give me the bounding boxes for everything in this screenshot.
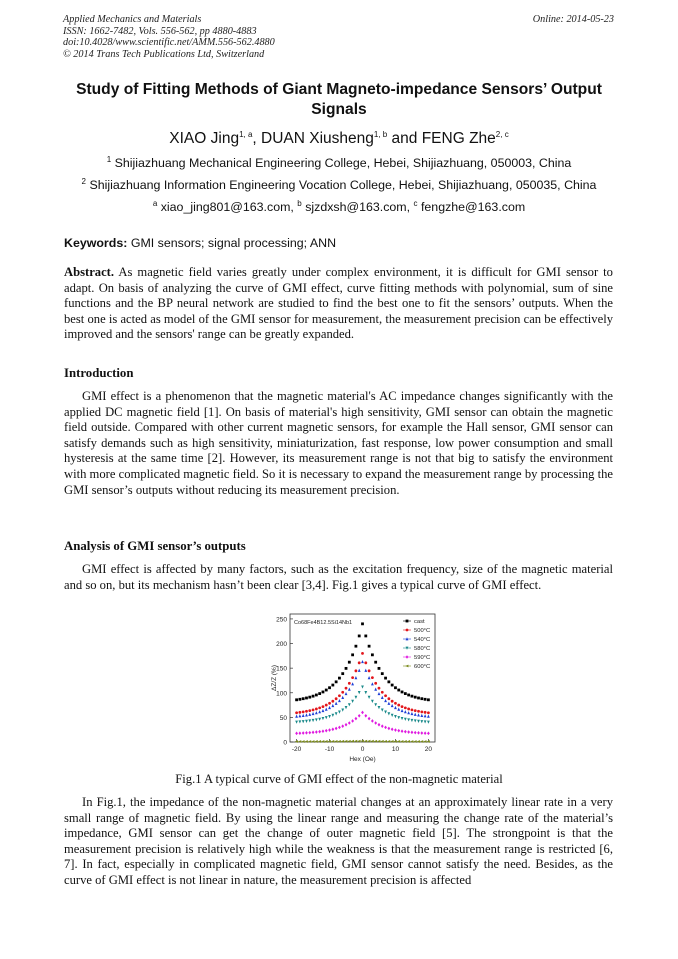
data-point — [407, 711, 410, 714]
email-mark: a — [152, 198, 158, 208]
data-point — [423, 740, 426, 743]
data-point — [404, 730, 407, 734]
data-point — [298, 711, 301, 714]
legend-label: 590°C — [414, 655, 431, 662]
keywords-text: GMI sensors; signal processing; ANN — [130, 236, 337, 250]
data-point — [414, 719, 417, 722]
data-point — [302, 731, 305, 735]
data-point — [358, 669, 361, 672]
data-point — [381, 691, 384, 694]
data-point — [427, 698, 430, 701]
email-link[interactable]: xiao_jing801@163.com — [160, 200, 291, 214]
email-link[interactable]: fengzhe@163.com — [420, 200, 526, 214]
data-point — [368, 645, 371, 648]
data-point — [381, 696, 384, 699]
data-point — [427, 721, 430, 724]
data-point — [318, 718, 321, 721]
journal-copyright: © 2014 Trans Tech Publications Ltd, Switzerland — [63, 48, 265, 60]
y-tick-label: 0 — [283, 739, 287, 747]
email-mark: c — [413, 198, 418, 208]
data-point — [387, 727, 390, 731]
data-point — [308, 719, 311, 722]
data-point — [364, 661, 367, 664]
data-point — [371, 682, 374, 685]
data-point — [358, 714, 361, 718]
data-point — [312, 695, 315, 698]
data-point — [331, 684, 334, 687]
affiliation-1 — [0, 156, 678, 170]
data-point — [335, 697, 338, 700]
data-point — [417, 720, 420, 723]
data-point — [391, 700, 394, 703]
x-tick-label: -20 — [291, 746, 302, 753]
data-point — [404, 718, 407, 721]
data-point — [315, 740, 318, 743]
data-point — [322, 691, 325, 694]
data-point — [335, 727, 338, 731]
data-point — [324, 740, 327, 743]
data-point — [335, 680, 338, 683]
data-point — [401, 729, 404, 733]
data-point — [374, 682, 377, 685]
affiliation-mark: 2 — [81, 176, 86, 186]
data-point — [368, 717, 371, 721]
data-point — [368, 696, 371, 699]
data-point — [414, 709, 417, 712]
data-point — [318, 730, 321, 734]
data-point — [341, 724, 344, 728]
analysis-text: GMI effect is affected by many factors, such as the excitation frequency, size of the magnetic material and so on, but its mechanism hasn’t been clear [3,4]. Fig.1 gives a typical curve of GMI effect. — [64, 562, 613, 592]
data-point — [355, 696, 358, 699]
data-point — [414, 713, 417, 716]
data-point — [424, 714, 427, 717]
data-point — [298, 714, 301, 717]
data-point — [368, 669, 371, 672]
figure-1 — [270, 606, 440, 766]
author-affiliation-mark: 1, a — [239, 129, 253, 139]
y-axis-label: ΔZ/Z (%) — [271, 664, 278, 692]
data-point — [411, 712, 414, 715]
data-point — [341, 708, 344, 711]
data-point — [328, 702, 331, 705]
data-point — [364, 714, 367, 718]
email-mark: b — [297, 198, 302, 208]
data-point — [325, 716, 328, 719]
data-point — [384, 711, 387, 714]
data-point — [298, 731, 301, 735]
data-point — [420, 710, 423, 713]
data-point — [355, 676, 358, 679]
data-point — [407, 694, 410, 697]
data-point — [295, 715, 298, 718]
abstract-label: Abstract. — [64, 265, 115, 279]
data-point — [348, 721, 351, 725]
figure-caption: Fig.1 A typical curve of GMI effect of the non-magnetic material — [175, 772, 503, 786]
affiliation-mark: 1 — [106, 154, 112, 164]
data-point — [338, 699, 341, 702]
data-point — [361, 622, 364, 625]
data-point — [387, 712, 390, 715]
data-point — [298, 720, 301, 723]
y-tick-label: 50 — [279, 714, 287, 722]
data-point — [328, 728, 331, 732]
data-point — [378, 667, 381, 670]
y-tick-label: 100 — [276, 690, 287, 698]
data-point — [348, 682, 351, 685]
data-point — [305, 713, 308, 716]
data-point — [364, 669, 367, 672]
data-point — [302, 710, 305, 713]
data-point — [341, 696, 344, 699]
data-point — [417, 731, 420, 735]
data-point — [411, 708, 414, 711]
data-point — [394, 702, 397, 705]
data-point — [401, 709, 404, 712]
data-point — [322, 705, 325, 708]
data-point — [302, 720, 305, 723]
data-point — [305, 697, 308, 700]
data-point — [411, 719, 414, 722]
data-point — [378, 687, 381, 690]
y-tick-label: 150 — [276, 665, 287, 673]
data-point — [384, 694, 387, 697]
data-point — [404, 706, 407, 709]
data-point — [345, 723, 348, 727]
data-point — [351, 653, 354, 656]
data-point — [364, 691, 367, 694]
data-point — [414, 731, 417, 735]
data-point — [384, 726, 387, 730]
data-point — [397, 729, 400, 733]
journal-header — [63, 14, 275, 60]
paper-title: Study of Fitting Methods of Giant Magneto-impedance Sensors’ Output Signals — [76, 81, 602, 118]
data-point — [394, 728, 397, 732]
data-point — [378, 692, 381, 695]
data-point — [391, 727, 394, 731]
legend-marker — [406, 629, 409, 632]
data-point — [312, 708, 315, 711]
data-point — [374, 721, 377, 725]
data-point — [312, 719, 315, 722]
body-text-after-figure: In Fig.1, the impedance of the non-magnetic material changes at an approximately linear rate in a very small range of magnetic field. By using the linear range and measuring the change rate of the material’s impedance, GMI sensor can get the change of outer magnetic field [5]. The strongpoint is that the measurement precision is relatively high while the weakness is that the measurement range is restricted [6, 7]. In fact, especially in complicated magnetic field, GMI sensor cannot satisfy the need. Besides, as the curve of GMI effect is not linear in nature, the measurement precision is affected — [64, 795, 613, 887]
data-point — [397, 740, 400, 743]
data-point — [424, 731, 427, 735]
keywords-label: Keywords: — [64, 236, 128, 250]
author-name: DUAN Xiusheng — [261, 130, 374, 147]
data-point — [315, 718, 318, 721]
data-point — [322, 717, 325, 720]
data-point — [325, 704, 328, 707]
data-point — [411, 695, 414, 698]
data-point — [295, 711, 298, 714]
data-point — [371, 719, 374, 723]
data-point — [331, 727, 334, 731]
introduction-text: GMI effect is a phenomenon that the magnetic material's AC impedance changes significantly with the applied DC magnetic field [1]. On basis of material's high sensitivity, GMI sensor can obtain the magnetic field outside. Compared with other current magnetic sensors, for example the Hall sensor, GMI sensor can satisfy demands such as high sensitivity, miniaturization, fast response, low power consumption and small hysteresis at the same time [2]. However, its measurement range is not that big to satisfy the environment with more complicated magnetic field. So it is necessary to expand the measurement range by processing the GMI sensor’s outputs without reducing its measurement precision. — [64, 389, 613, 497]
data-point — [427, 732, 430, 736]
data-point — [397, 689, 400, 692]
data-point — [321, 740, 324, 743]
data-point — [400, 740, 403, 743]
data-point — [413, 740, 416, 743]
data-point — [298, 698, 301, 701]
data-point — [410, 740, 413, 743]
data-point — [315, 694, 318, 697]
data-point — [420, 697, 423, 700]
data-point — [325, 729, 328, 733]
data-point — [417, 740, 420, 743]
journal-doi[interactable]: doi:10.4028/www.scientific.net/AMM.556-562.4880 — [63, 37, 275, 48]
data-point — [328, 715, 331, 718]
data-point — [417, 697, 420, 700]
data-point — [417, 713, 420, 716]
data-point — [401, 705, 404, 708]
data-point — [315, 711, 318, 714]
author-list — [0, 130, 678, 148]
data-point — [335, 712, 338, 715]
data-point — [311, 740, 314, 743]
data-point — [394, 706, 397, 709]
data-point — [387, 680, 390, 683]
data-point — [407, 708, 410, 711]
data-point — [358, 691, 361, 694]
data-point — [364, 635, 367, 638]
data-point — [427, 711, 430, 714]
data-point — [391, 684, 394, 687]
data-point — [355, 645, 358, 648]
legend-label: 600°C — [414, 664, 431, 671]
data-point — [417, 710, 420, 713]
abstract-text: As magnetic field varies greatly under complex environment, it is difficult for GMI sensor to adapt. On basis of analyzing the curve of GMI effect, curve fitting methods with polynomial, sum of sine functions and the BP neural network are studied to find the best one to fit the sensors’ outputs. When the best one is acted as model of the GMI sensor for measurement, the measurement precision can be effectively improved and the sensors' range can be greatly expanded. — [64, 265, 613, 342]
author-name: XIAO Jing — [169, 130, 240, 147]
data-point — [355, 717, 358, 721]
legend-label: 540°C — [414, 637, 431, 644]
data-point — [322, 709, 325, 712]
data-point — [378, 706, 381, 709]
data-point — [318, 740, 321, 743]
data-point — [351, 719, 354, 723]
data-point — [368, 676, 371, 679]
data-point — [341, 691, 344, 694]
data-point — [312, 731, 315, 735]
author-separator: , — [252, 130, 262, 147]
data-point — [381, 672, 384, 675]
data-point — [358, 635, 361, 638]
x-tick-label: 10 — [391, 746, 400, 753]
data-point — [328, 706, 331, 709]
data-point — [384, 699, 387, 702]
data-point — [345, 706, 348, 709]
data-point — [404, 740, 407, 743]
data-point — [305, 740, 308, 743]
data-point — [318, 706, 321, 709]
author-name: FENG Zhe — [421, 130, 496, 147]
legend-label: cast — [414, 619, 425, 626]
data-point — [397, 708, 400, 711]
legend-label: 580°C — [414, 646, 431, 653]
journal-issn: ISSN: 1662-7482, Vols. 556-562, pp 4880-4883 — [63, 25, 257, 37]
data-point — [420, 720, 423, 723]
data-point — [361, 652, 364, 655]
data-point — [401, 691, 404, 694]
x-tick-label: -10 — [324, 746, 335, 753]
data-point — [394, 715, 397, 718]
data-point — [424, 711, 427, 714]
data-point — [348, 703, 351, 706]
data-point — [308, 709, 311, 712]
data-point — [371, 676, 374, 679]
data-point — [302, 714, 305, 717]
data-point — [404, 692, 407, 695]
data-point — [351, 682, 354, 685]
data-point — [325, 689, 328, 692]
data-point — [302, 697, 305, 700]
x-tick-label: 20 — [424, 746, 433, 753]
data-point — [427, 715, 430, 718]
data-point — [361, 711, 364, 715]
data-point — [381, 708, 384, 711]
data-point — [424, 720, 427, 723]
data-point — [331, 714, 334, 717]
data-point — [335, 702, 338, 705]
composition-annotation: Co68Fe4B12.5Si14Nb1 — [294, 620, 353, 626]
data-point — [374, 703, 377, 706]
data-point — [361, 685, 364, 688]
data-point — [351, 676, 354, 679]
x-axis-label: Hex (Oe) — [349, 756, 376, 763]
data-point — [374, 661, 377, 664]
data-point — [338, 694, 341, 697]
data-point — [355, 669, 358, 672]
data-point — [397, 716, 400, 719]
data-point — [414, 696, 417, 699]
data-point — [345, 667, 348, 670]
data-point — [394, 686, 397, 689]
data-point — [381, 724, 384, 728]
data-point — [308, 731, 311, 735]
data-point — [295, 721, 298, 724]
y-tick-label: 250 — [276, 616, 287, 624]
data-point — [325, 708, 328, 711]
data-point — [420, 740, 423, 743]
data-point — [391, 714, 394, 717]
data-point — [424, 698, 427, 701]
data-point — [387, 702, 390, 705]
data-point — [387, 697, 390, 700]
affiliation-2 — [0, 178, 678, 192]
email-link[interactable]: sjzdxsh@163.com — [305, 200, 407, 214]
data-point — [315, 730, 318, 734]
data-point — [338, 677, 341, 680]
data-point — [338, 711, 341, 714]
data-point — [420, 714, 423, 717]
data-point — [401, 717, 404, 720]
data-point — [407, 740, 410, 743]
data-point — [420, 731, 423, 735]
data-point — [351, 700, 354, 703]
data-point — [378, 723, 381, 727]
author-affiliation-mark: 2, c — [495, 129, 509, 139]
gmi-effect-chart — [270, 606, 440, 766]
data-point — [361, 660, 364, 663]
data-point — [411, 731, 414, 735]
legend-label: 500°C — [414, 628, 431, 635]
data-point — [295, 732, 298, 736]
section-heading-introduction: Introduction — [64, 366, 134, 380]
data-point — [348, 661, 351, 664]
author-separator: and — [387, 130, 422, 147]
keywords — [64, 236, 336, 250]
data-point — [305, 731, 308, 735]
data-point — [358, 661, 361, 664]
data-point — [308, 740, 311, 743]
data-point — [345, 687, 348, 690]
data-point — [331, 704, 334, 707]
data-point — [341, 672, 344, 675]
abstract — [64, 265, 613, 343]
data-point — [305, 720, 308, 723]
data-point — [397, 704, 400, 707]
data-point — [391, 704, 394, 707]
data-point — [318, 710, 321, 713]
data-point — [328, 686, 331, 689]
x-tick-label: 0 — [360, 746, 365, 753]
online-date: Online: 2014-05-23 — [532, 14, 614, 25]
affiliation-text: Shijiazhuang Mechanical Engineering College, Hebei, Shijiazhuang, 050003, China — [114, 156, 572, 170]
data-point — [312, 712, 315, 715]
legend-marker — [406, 620, 409, 623]
data-point — [308, 713, 311, 716]
legend-marker — [406, 655, 409, 659]
author-affiliation-mark: 1, b — [373, 129, 388, 139]
data-point — [305, 710, 308, 713]
data-point — [308, 696, 311, 699]
email-line: $^a$ xiao_jing801@163.com, $^b$ sjzdxsh@163.com, $^c$ fengzhe@163.com — [152, 198, 526, 214]
data-point — [407, 718, 410, 721]
data-point — [295, 698, 298, 701]
data-point — [322, 729, 325, 733]
affiliation-text: Shijiazhuang Information Engineering Vocation College, Hebei, Shijiazhuang, 050035, China — [89, 178, 597, 192]
data-point — [315, 708, 318, 711]
data-point — [407, 730, 410, 734]
data-point — [318, 692, 321, 695]
data-point — [345, 692, 348, 695]
journal-name: Applied Mechanics and Materials — [63, 14, 202, 25]
data-point — [384, 677, 387, 680]
data-point — [374, 688, 377, 691]
data-point — [301, 740, 304, 743]
data-point — [298, 740, 301, 743]
data-point — [371, 700, 374, 703]
legend-marker — [405, 665, 408, 668]
data-point — [348, 688, 351, 691]
data-point — [331, 700, 334, 703]
data-point — [338, 726, 341, 730]
data-point — [371, 653, 374, 656]
data-point — [404, 710, 407, 713]
y-tick-label: 200 — [276, 641, 287, 649]
section-heading-analysis: Analysis of GMI sensor’s outputs — [64, 539, 246, 553]
